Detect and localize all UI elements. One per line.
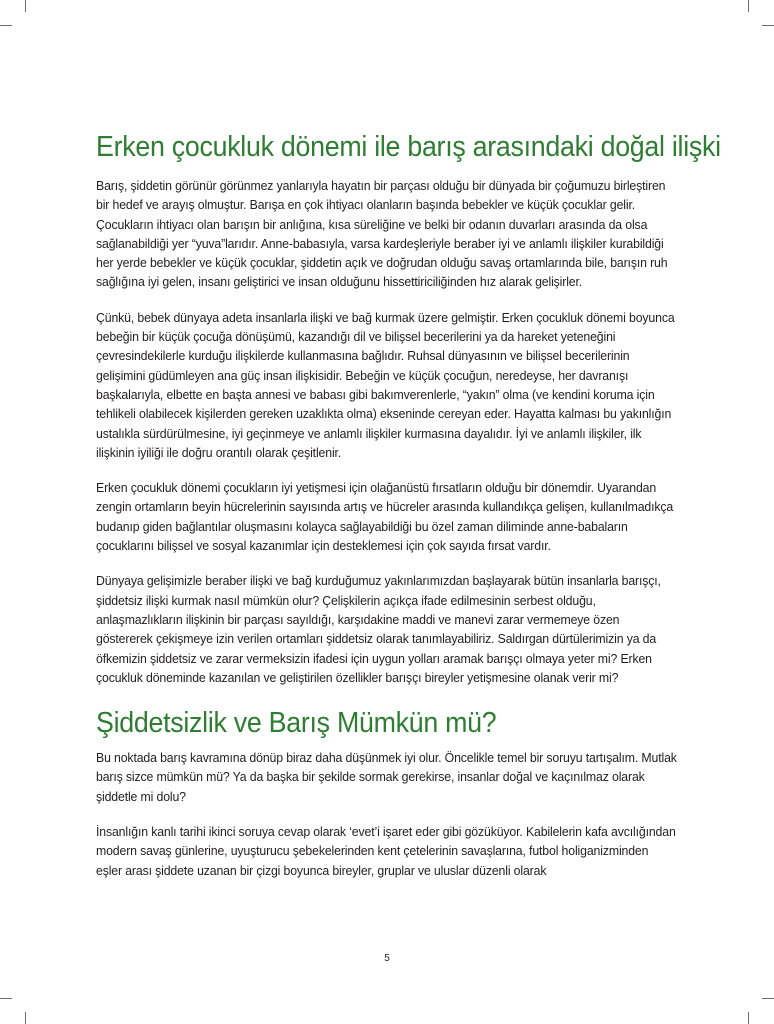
crop-mark-top-right-v (748, 0, 749, 12)
body-paragraph: Erken çocukluk dönemi çocukların iyi yetişmesi için olağanüstü fırsatların olduğu bir dönemdir. Uyarandan zengin ortamların beyin hücrelerinin sayısında artış ve hücreler arasında kullandıkça gelişen, kullanılmadıkça budanıp giden bağlantılar oluşmasını kolayca sağlayabildiği bu özel zaman diliminde anne-babaların çocuklarını bilişsel ve sosyal kazanımlar için desteklemesi için çok sayıda fırsat vardır. (96, 481, 674, 554)
section-heading: Erken çocukluk dönemi ile barış arasındaki doğal ilişki (96, 131, 721, 163)
body-paragraph: Çünkü, bebek dünyaya adeta insanlarla ilişki ve bağ kurmak üzere gelmiştir. Erken çocukluk dönemi boyunca bebeğin bir küçük çocuğa dönüşümü, kazandığı dil ve bilişsel becerilerini ya da hareket yeteneğini çevresindekilerle kurduğu ilişkilerde kullanmasına bağlıdır. Ruhsal dünyasının ve bilişsel becerilerinin gelişimini güdümleyen ana güç insan ilişkisidir. Bebeğin ve küçük çocuğun, neredeyse, her davranışı başkalarıyla, elbette en başta annesi ve babası gibi bakımverenlerle, “yakın” olma (ve kendini koruma için tehlikeli olabilecek kişilerden gereken uzaklıkta olma) ekseninde cereyan eder. Hayatta kalması bu yakınlığın ustalıkla sürdürülmesine, iyi geçinmeye ve anlamlı ilişkiler kurmasına dayalıdır. İyi ve anlamlı ilişkiler, ilk ilişkinin iyiliği ile doğru orantılı olarak çeşitlenir. (96, 310, 675, 460)
section-heading: Şiddetsizlik ve Barış Mümkün mü? (96, 707, 497, 740)
page-number: 5 (384, 953, 390, 964)
crop-mark-top-left-v (25, 0, 26, 12)
page-content (96, 130, 721, 897)
crop-mark-bottom-right-v (748, 1012, 749, 1024)
body-paragraph: Bu noktada barış kavramına dönüp biraz daha düşünmek iyi olur. Öncelikle temel bir soruyu tartışalım. Mutlak barış sizce mümkün mü? Ya da başka bir şekilde sormak gerekirse, insanlar doğal ve kaçınılmaz olarak şiddetle mi dolu? (96, 751, 677, 804)
crop-mark-bottom-left-v (25, 1012, 26, 1024)
crop-mark-bottom-right-h (762, 998, 774, 999)
crop-mark-bottom-left-h (0, 998, 12, 999)
crop-mark-top-left-h (0, 25, 12, 26)
body-paragraph: Dünyaya gelişimizle beraber ilişki ve bağ kurduğumuz yakınlarımızdan başlayarak bütün insanlarla barışçı, şiddetsiz ilişki kurmak nasıl mümkün olur? Çelişkilerin açıkça ifade edilmesinin serbest olduğu, anlaşmazlıkların ilişkinin bir parçası sayıldığı, karşıdakine maddi ve manevi zarar vermemeye özen göstererek çekişmeye izin verilen ortamları şiddetsiz olarak tanımlayabiliriz. Saldırgan dürtülerimizin ya da öfkemizin şiddetsiz ve zarar vermeksizin ifadesi için uygun yolları aramak barışçı olmaya yeter mi? Erken çocukluk döneminde kazanılan ve geliştirilen özellikler barışçı bireyler yetişmesine olanak verir mi? (96, 574, 661, 685)
body-paragraph: İnsanlığın kanlı tarihi ikinci soruya cevap olarak ‘evet’i işaret eder gibi gözüküyor. Kabilelerin kafa avcılığından modern savaş günlerine, uyuşturucu şebekelerinden kent çetelerinin savaşlarına, futbol holiganizminden eşler arası şiddete uzanan bir çizgi boyunca bireyler, gruplar ve uluslar düzenli olarak (96, 825, 676, 878)
crop-mark-top-right-h (762, 25, 774, 26)
body-paragraph: Barış, şiddetin görünür görünmez yanlarıyla hayatın bir parçası olduğu bir dünyada bir çoğumuzu birleştiren bir hedef ve arayış olmuştur. Barışa en çok ihtiyacı olanların başında bebekler ve küçük çocuklar gelir. Çocukların ihtiyacı olan barışın bir anlığına, kısa süreliğine ve belki bir odanın duvarları arasında da olsa sağlanabildiği yer “yuva”larıdır. Anne-babasıyla, varsa kardeşleriyle beraber iyi ve anlamlı ilişkiler kurabildiği her yerde bebekler ve küçük çocuklar, şiddetin açık ve doğrudan olduğu savaş ortamlarında bile, barışın ruh sağlığına iyi gelen, insanı geliştirici ve insan olduğunu hissettiriciliğinden hız alarak gelişirler. (96, 179, 668, 290)
